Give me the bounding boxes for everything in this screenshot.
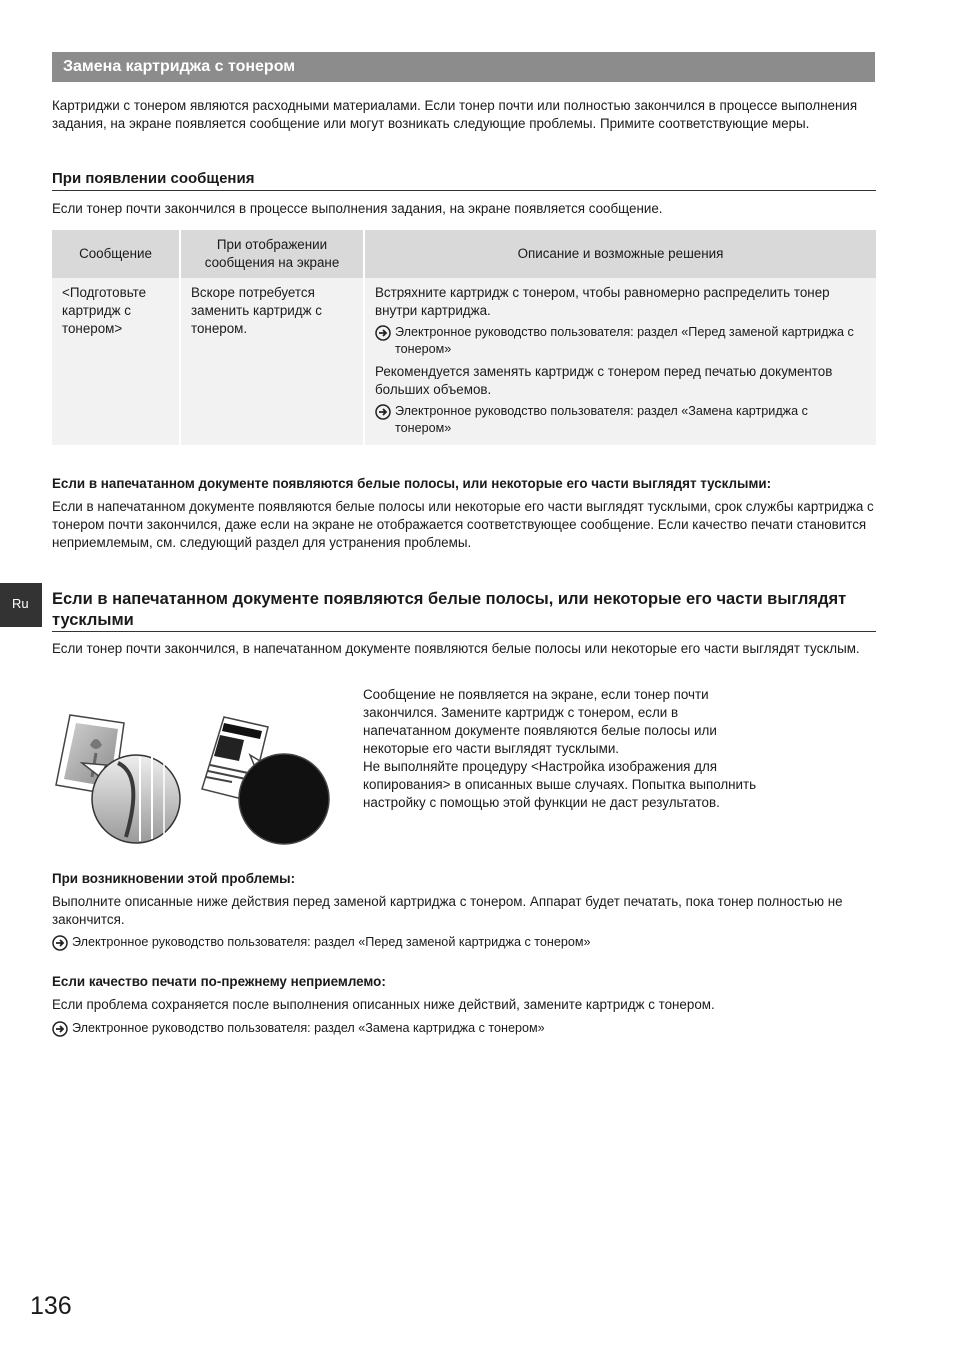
page-number: 136 — [30, 1292, 72, 1320]
stripes-section-intro: Если тонер почти закончился, в напечатанном документе появляются белые полосы или некоторые его части выглядят тусклым. — [52, 641, 860, 656]
msg-section-heading: При появлении сообщения — [52, 170, 255, 187]
problem-text: Выполните описанные ниже действия перед заменой картриджа с тонером. Аппарат будет печатать, пока тонер полностью не закончится. — [52, 894, 843, 927]
language-tab: Ru — [0, 583, 42, 627]
cell-message: <Подготовьте картридж с тонером> — [52, 278, 180, 445]
cell-description — [364, 278, 876, 445]
table-header-message: Сообщение — [52, 230, 180, 278]
arrow-circle-icon — [52, 935, 68, 956]
table-row — [52, 278, 876, 445]
problem-manual-reference[interactable]: Электронное руководство пользователя: раздел «Перед заменой картриджа с тонером» — [52, 934, 591, 956]
cell-when: Вскоре потребуется заменить картридж с тонером. — [180, 278, 364, 445]
section-title-banner — [52, 52, 875, 82]
table-header-when: При отображении сообщения на экране — [180, 230, 364, 278]
arrow-circle-icon — [375, 325, 391, 346]
still-text: Если проблема сохраняется после выполнения описанных ниже действий, замените картридж с тонером. — [52, 997, 715, 1012]
msg-section-intro: Если тонер почти закончился в процессе выполнения задания, на экране появляется сообщение. — [52, 201, 663, 216]
description-text-1: Встряхните картридж с тонером, чтобы равномерно распределить тонер внутри картриджа. — [375, 285, 830, 318]
arrow-circle-icon — [375, 404, 391, 425]
faded-print-illustration — [52, 705, 342, 845]
problem-heading: При возникновении этой проблемы: — [52, 871, 296, 886]
message-table — [52, 230, 876, 445]
still-manual-reference[interactable]: Электронное руководство пользователя: раздел «Замена картриджа с тонером» — [52, 1020, 545, 1042]
description-text-2: Рекомендуется заменять картридж с тонером перед печатью документов больших объемов. — [375, 364, 833, 397]
section-title: Замена картриджа с тонером — [63, 58, 296, 75]
arrow-circle-icon — [52, 1021, 68, 1042]
table-header-description: Описание и возможные решения — [364, 230, 876, 278]
stripes-side-text: Сообщение не появляется на экране, если тонер почти закончился. Замените картридж с тонером, если в напечатанном документе появляются белые полосы или некоторые его части выглядят тусклыми. Не выполняйте процедуру <Настройка изображения для копирования> в описанных выше случаях. Попытка выполнить настройку с помощью этой функции не даст результатов. — [363, 687, 757, 810]
stripes-section-heading: Если в напечатанном документе появляются белые полосы, или некоторые его части выглядят тусклыми — [52, 590, 847, 629]
divider — [52, 190, 876, 191]
stripes-note-heading: Если в напечатанном документе появляются белые полосы, или некоторые его части выглядят тусклыми: — [52, 476, 772, 491]
manual-reference-1[interactable]: Электронное руководство пользователя: раздел «Перед заменой картриджа с тонером» — [375, 324, 866, 358]
intro-paragraph: Картриджи с тонером являются расходными материалами. Если тонер почти или полностью закончился в процессе выполнения задания, на экране появляется сообщение или могут возникать следующие проблемы. Примите соответствующие меры. — [52, 98, 858, 131]
manual-reference-2[interactable]: Электронное руководство пользователя: раздел «Замена картриджа с тонером» — [375, 403, 866, 437]
divider — [52, 631, 876, 632]
stripes-note-text: Если в напечатанном документе появляются белые полосы или некоторые его части выглядят тусклыми, срок службы картриджа с тонером почти закончился, даже если на экране не отображается соответствующее сообщение. Если качество печати становится неприемлемым, см. следующий раздел для устранения проблемы. — [52, 499, 874, 550]
still-heading: Если качество печати по-прежнему неприемлемо: — [52, 974, 386, 989]
